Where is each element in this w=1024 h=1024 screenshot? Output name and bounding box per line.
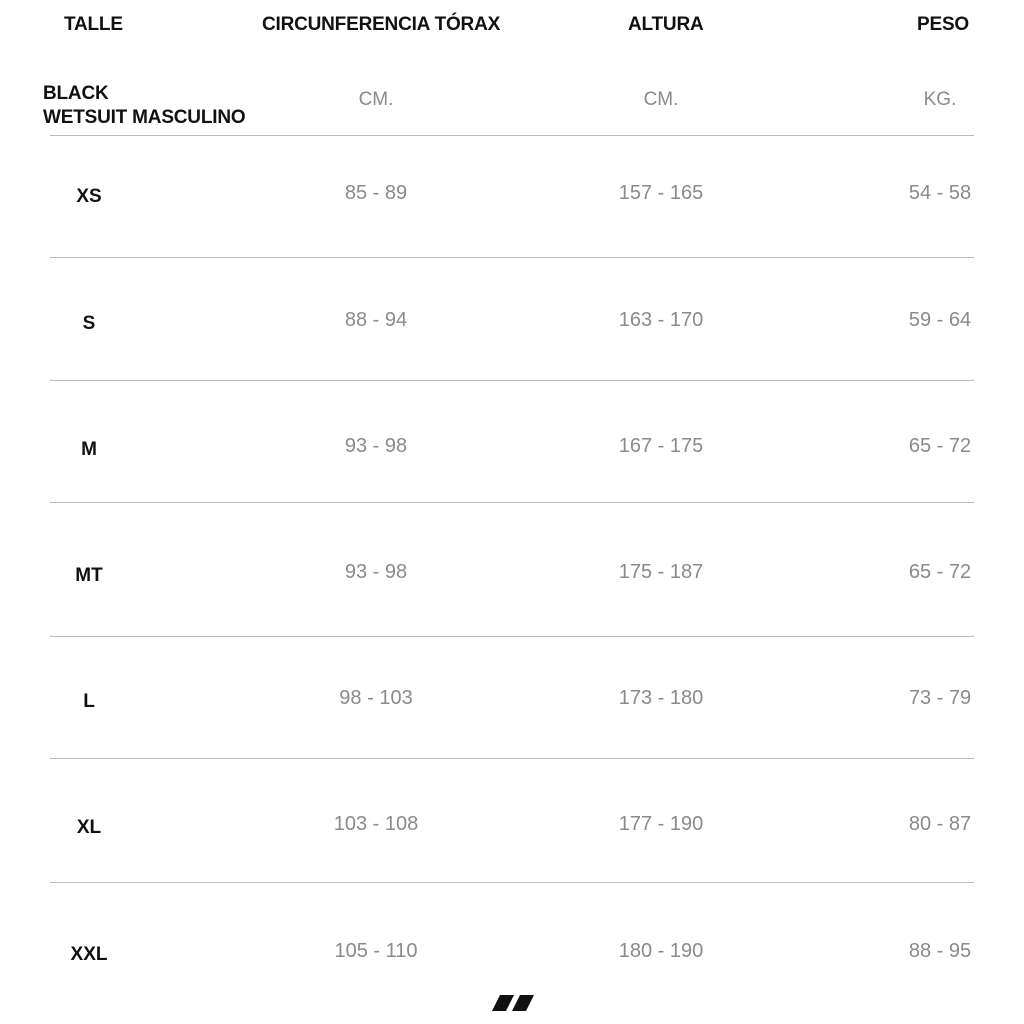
- chest-cell: 93 - 98: [344, 435, 408, 457]
- height-cell: 177 - 190: [618, 813, 704, 835]
- size-cell: M: [81, 439, 97, 460]
- unit-weight: KG.: [923, 89, 957, 110]
- size-cell: S: [82, 313, 96, 334]
- brand-stripes-icon: [492, 995, 534, 1011]
- size-cell: XXL: [70, 944, 108, 965]
- divider: [50, 636, 974, 637]
- divider: [50, 758, 974, 759]
- divider: [50, 257, 974, 258]
- header-chest: CIRCUNFERENCIA TÓRAX: [262, 14, 501, 35]
- unit-chest: CM.: [358, 89, 394, 110]
- divider: [50, 502, 974, 503]
- chest-cell: 103 - 108: [333, 813, 419, 835]
- weight-cell: 59 - 64: [908, 309, 972, 331]
- header-weight: PESO: [917, 14, 969, 35]
- table-row: [0, 435, 1024, 465]
- table-row: [0, 813, 1024, 843]
- height-cell: 167 - 175: [618, 435, 704, 457]
- table-row: [0, 940, 1024, 970]
- chest-cell: 105 - 110: [334, 940, 418, 962]
- height-cell: 175 - 187: [618, 561, 704, 583]
- height-cell: 163 - 170: [618, 309, 704, 331]
- table-row: [0, 561, 1024, 591]
- chest-cell: 93 - 98: [344, 561, 408, 583]
- chest-cell: 85 - 89: [344, 182, 408, 204]
- table-row: [0, 687, 1024, 717]
- table-row: [0, 309, 1024, 339]
- chest-cell: 98 - 103: [339, 687, 413, 709]
- table-row: [0, 182, 1024, 212]
- weight-cell: 65 - 72: [908, 435, 972, 457]
- weight-cell: 54 - 58: [908, 182, 972, 204]
- product-name: [43, 82, 245, 130]
- weight-cell: 73 - 79: [908, 687, 972, 709]
- size-cell: L: [83, 691, 95, 712]
- divider: [50, 135, 974, 136]
- weight-cell: 80 - 87: [908, 813, 972, 835]
- height-cell: 157 - 165: [618, 182, 704, 204]
- weight-cell: 88 - 95: [908, 940, 972, 962]
- product-name-line2: WETSUIT MASCULINO: [43, 107, 246, 128]
- size-cell: XS: [76, 186, 102, 207]
- unit-height: CM.: [643, 89, 679, 110]
- weight-cell: 65 - 72: [908, 561, 972, 583]
- header-height: ALTURA: [628, 14, 704, 35]
- product-name-line1: BLACK: [43, 83, 109, 104]
- size-cell: MT: [75, 565, 103, 586]
- size-cell: XL: [76, 817, 102, 838]
- header-size: TALLE: [64, 14, 123, 35]
- divider: [50, 380, 974, 381]
- height-cell: 180 - 190: [618, 940, 704, 962]
- height-cell: 173 - 180: [618, 687, 704, 709]
- divider: [50, 882, 974, 883]
- chest-cell: 88 - 94: [344, 309, 408, 331]
